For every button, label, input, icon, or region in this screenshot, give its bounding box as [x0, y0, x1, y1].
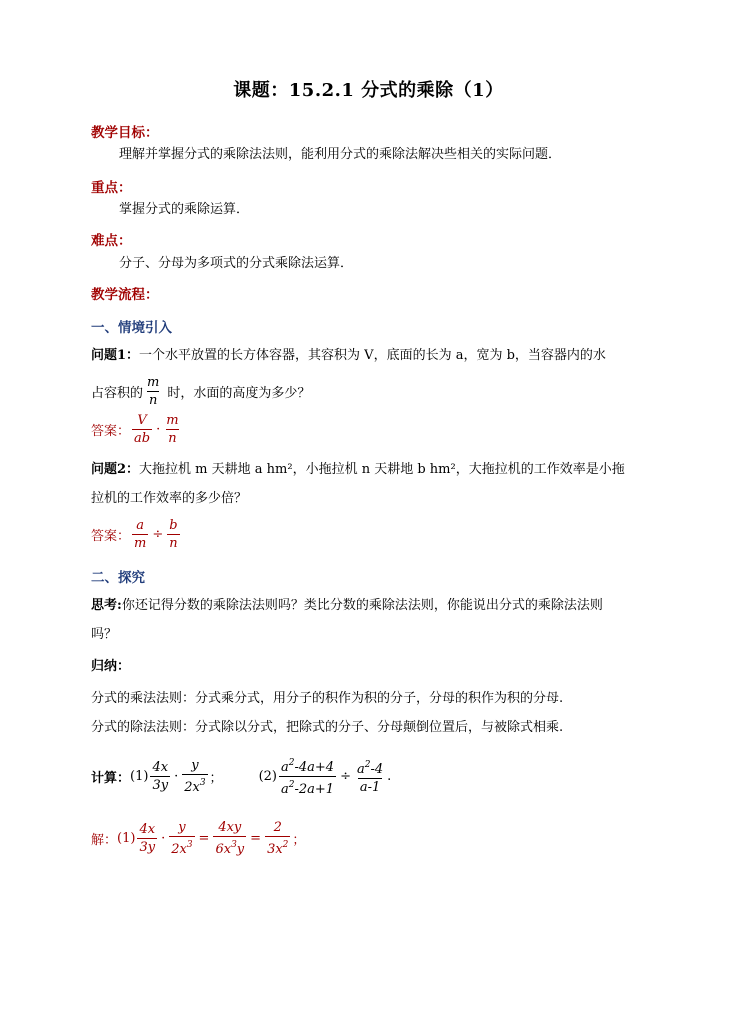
q1-ans-op: · — [156, 422, 161, 437]
q2-ans-frac2 — [167, 517, 179, 552]
goal-heading: 教学目标： — [91, 125, 159, 141]
q2-ans-frac2-num: b — [169, 518, 178, 533]
sol-eq1: = — [198, 831, 210, 846]
goal-text: 理解并掌握分式的乘除法法则，能利用分式的乘除法解决些相关的实际问题． — [119, 147, 562, 162]
sol-eq2: = — [250, 831, 262, 846]
q2-text1: 大拖拉机 m 天耕地 a hm²，小拖拉机 n 天耕地 b hm²，大拖拉机的工作效率是小拖 — [139, 462, 625, 477]
q2-ans-frac1 — [132, 517, 148, 552]
calc2-frac1-den: $a^2-2a+1$ — [279, 776, 336, 798]
q2-label: 问题2： — [91, 462, 140, 477]
q1-ans-frac2-den: n — [168, 431, 177, 446]
summary-heading: 归纳： — [91, 659, 131, 674]
q1-line1 — [91, 346, 606, 366]
solution-semicolon: ； — [292, 833, 306, 848]
calc2-frac2 — [355, 757, 385, 796]
sol-frac2-den: $2x^3$ — [169, 836, 194, 858]
q2-answer-label: 答案： — [91, 529, 131, 544]
solution-label: 解： — [91, 833, 118, 848]
q1-frac-num: m — [147, 375, 160, 390]
sol-frac2-num: y — [178, 820, 186, 835]
key-heading: 重点： — [91, 180, 132, 196]
page-title: 课题：15.2.1 分式的乘除（1） — [233, 80, 504, 101]
q2-line2: 拉机的工作效率的多少倍？ — [91, 491, 248, 506]
calc1-semicolon: ； — [209, 771, 223, 786]
calc1-frac2-den: $2x^3$ — [182, 774, 207, 796]
sol-frac3-num: 4xy — [218, 820, 242, 835]
section2-heading: 二、探究 — [91, 570, 145, 586]
calc2-frac2-den: a-1 — [359, 780, 381, 795]
sol-frac4 — [265, 819, 290, 858]
q1-line2 — [91, 374, 310, 409]
sol-frac4-num: 2 — [273, 820, 282, 835]
calc2-frac2-num: $a^2-4$ — [356, 760, 384, 777]
rule-divide: 分式的除法法则：分式除以分式，把除式的分子、分母颠倒位置后，与被除式相乘. — [91, 720, 564, 735]
q1-ans-frac2-num: m — [166, 413, 179, 428]
think-line1 — [91, 596, 603, 616]
q1-ans-frac2 — [164, 412, 180, 447]
calc-part1-label: (1) — [130, 769, 149, 784]
sol-op1: · — [161, 831, 166, 846]
difficulty-text: 分子、分母为多项式的分式乘除法运算． — [119, 256, 354, 271]
calc2-frac1 — [279, 755, 336, 798]
q1-ans-frac1 — [132, 412, 152, 447]
rule-multiply: 分式的乘法法则：分式乘分式，用分子的积作为积的分子，分母的积作为积的分母. — [91, 691, 564, 706]
sol-frac4-den: $3x^2$ — [265, 836, 290, 858]
think-line2: 吗？ — [91, 627, 118, 642]
q1-frac-den: n — [148, 393, 158, 408]
calc2-op: ÷ — [340, 769, 351, 784]
calc1-frac1-den: 3y — [152, 778, 169, 793]
sol-frac1 — [137, 821, 157, 856]
q1-answer-label: 答案： — [91, 424, 131, 439]
calc-part2-label: (2) — [258, 769, 277, 784]
q1-text2-pre: 占容积的 — [91, 386, 144, 401]
think-label: 思考: — [91, 598, 122, 613]
flow-heading: 教学流程： — [91, 287, 159, 303]
q2-ans-frac1-num: a — [136, 518, 145, 533]
solution-part1-label: (1) — [117, 831, 136, 846]
q2-ans-frac2-den: n — [169, 536, 178, 551]
calc1-frac2-num: y — [191, 758, 199, 773]
section1-heading: 一、情境引入 — [91, 320, 172, 336]
solution-line — [91, 819, 305, 858]
key-text: 掌握分式的乘除运算． — [119, 202, 250, 217]
calc1-frac1-num: 4x — [152, 760, 169, 775]
q1-ans-frac1-num: V — [137, 413, 147, 428]
calc1-frac1 — [150, 759, 170, 794]
q2-ans-op: ÷ — [152, 527, 164, 542]
sol-frac1-den: 3y — [139, 840, 156, 855]
calc1-frac2 — [182, 757, 207, 796]
sol-frac2 — [169, 819, 194, 858]
calc-line — [91, 755, 391, 798]
sol-frac1-num: 4x — [139, 822, 156, 837]
q2-line1 — [91, 460, 625, 480]
q2-ans-frac1-den: m — [134, 536, 147, 551]
q1-answer — [91, 412, 183, 447]
q1-ans-frac1-den: ab — [134, 431, 151, 446]
calc1-op: · — [174, 769, 179, 784]
think-text1: 你还记得分数的乘除法法则吗？类比分数的乘除法法则，你能说出分式的乘除法法则 — [121, 598, 603, 613]
q2-answer — [91, 517, 182, 552]
calc2-frac1-num: $a^2-4a+4$ — [280, 758, 335, 775]
sol-frac3 — [213, 819, 246, 858]
q1-text2-post: 时，水面的高度为多少？ — [167, 386, 311, 401]
q1-text1: 一个水平放置的长方体容器，其容积为 V，底面的长为 a，宽为 b，当容器内的水 — [139, 348, 606, 363]
q1-label: 问题1： — [91, 348, 140, 363]
calc-label: 计算： — [91, 771, 131, 786]
q1-fraction — [145, 374, 161, 409]
sol-frac3-den: $6x^3y$ — [213, 836, 246, 858]
calc2-period: . — [387, 769, 392, 784]
difficulty-heading: 难点： — [91, 233, 132, 249]
